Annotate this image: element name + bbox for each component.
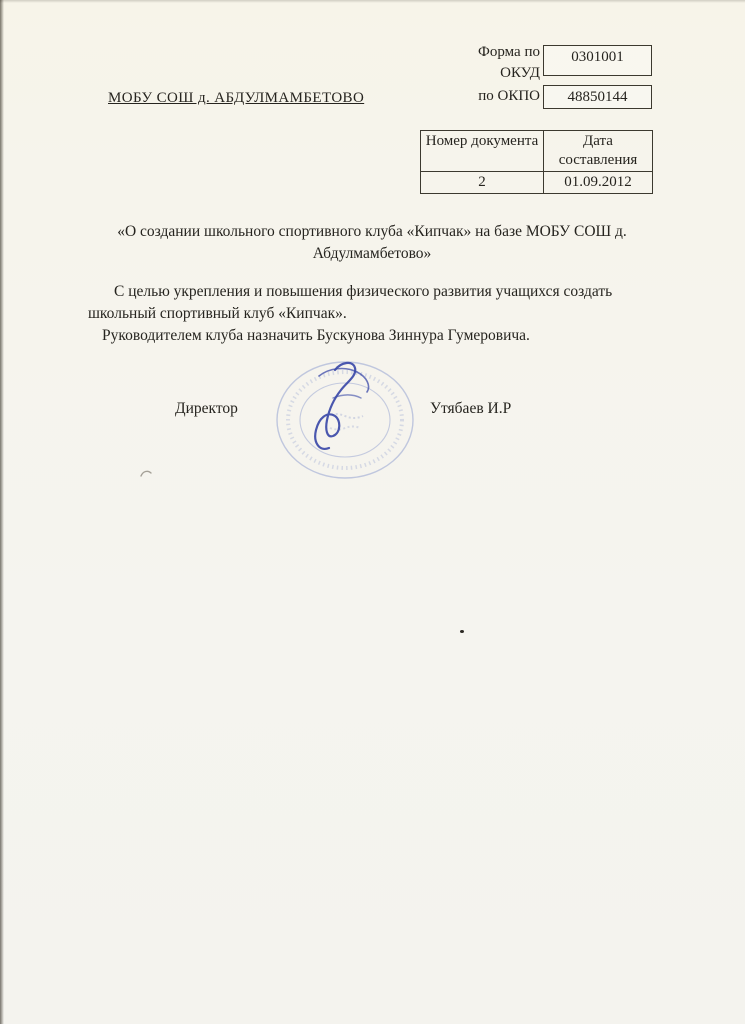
doc-date-column-header: Дата составления [544,131,653,172]
okpo-label: по ОКПО [478,88,540,104]
okud-form-label: Форма по ОКУД [478,44,540,81]
okpo-code-box: 48850144 [543,85,652,109]
scan-left-edge-shadow [0,0,4,1024]
signer-name: Утябаев И.Р [430,400,512,417]
okud-code-box: 0301001 [543,45,652,76]
organization-name: МОБУ СОШ д. АБДУЛМАМБЕТОВО [108,90,365,106]
scan-top-edge-shadow [0,0,745,3]
order-body [88,281,666,347]
order-title: «О создании школьного спортивного клуба «Кипчак» на базе МОБУ СОШ д. Абдулмамбетово» [117,223,627,262]
stray-pencil-mark [140,469,152,479]
document-info-table [420,130,653,194]
table-header-row [421,131,653,172]
doc-date-value: 01.09.2012 [544,172,653,194]
doc-number-column-header: Номер документа [421,131,544,172]
table-value-row [421,172,653,194]
order-paragraph-2: Руководителем клуба назначить Бускунова Зиннура Гумеровича. [102,327,530,344]
signature-scribble [283,358,401,462]
signer-role-label: Директор [175,400,238,417]
ink-dot-speck [460,630,464,633]
order-paragraph-1: С целью укрепления и повышения физического развития учащихся создать школьный спортивный клуб «Кипчак». [88,283,613,322]
doc-number-value: 2 [421,172,544,194]
